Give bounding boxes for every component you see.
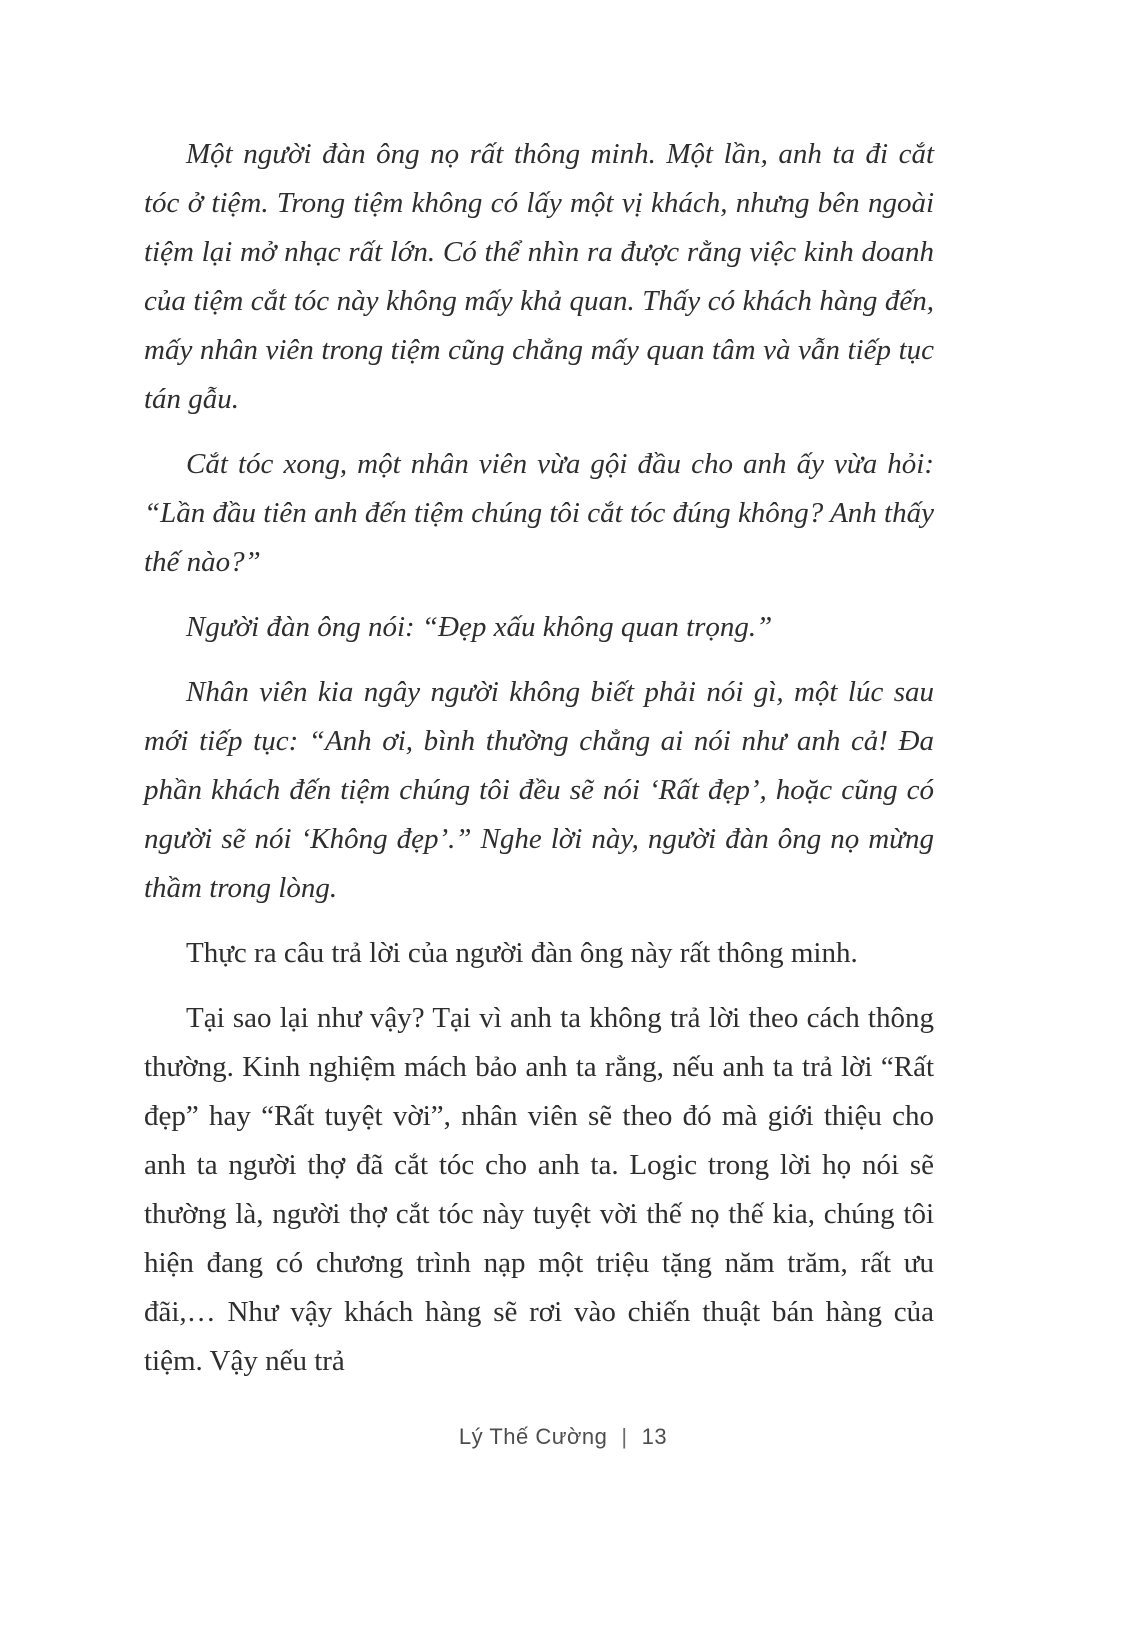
paragraph: Người đàn ông nói: “Đẹp xấu không quan trọng.” bbox=[186, 611, 773, 643]
page-footer bbox=[0, 1424, 1126, 1450]
page-text-block bbox=[144, 130, 934, 1402]
paragraph: Một người đàn ông nọ rất thông minh. Một lần, anh ta đi cắt tóc ở tiệm. Trong tiệm không có lấy một vị khách, nhưng bên ngoài tiệm lại mở nhạc rất lớn. Có thể nhìn ra được rằng việc kinh doanh của tiệm cắt tóc này không mấy khả quan. Thấy có khách hàng đến, mấy nhân viên trong tiệm cũng chẳng mấy quan tâm và vẫn tiếp tục tán gẫu. bbox=[144, 138, 934, 415]
paragraph: Thực ra câu trả lời của người đàn ông này rất thông minh. bbox=[186, 937, 858, 969]
paragraph: Tại sao lại như vậy? Tại vì anh ta không trả lời theo cách thông thường. Kinh nghiệm mách bảo anh ta rằng, nếu anh ta trả lời “Rất đẹp” hay “Rất tuyệt vời”, nhân viên sẽ theo đó mà giới thiệu cho anh ta người thợ đã cắt tóc cho anh ta. Logic trong lời họ nói sẽ thường là, người thợ cắt tóc này tuyệt vời thế nọ thế kia, chúng tôi hiện đang có chương trình nạp một triệu tặng năm trăm, rất ưu đãi,… Như vậy khách hàng sẽ rơi vào chiến thuật bán hàng của tiệm. Vậy nếu trả bbox=[144, 1002, 934, 1377]
footer-page-number: 13 bbox=[641, 1424, 668, 1449]
paragraph: Nhân viên kia ngây người không biết phải nói gì, một lúc sau mới tiếp tục: “Anh ơi, bình thường chẳng ai nói như anh cả! Đa phần khách đến tiệm chúng tôi đều sẽ nói ‘Rất đẹp’, hoặc cũng có người sẽ nói ‘Không đẹp’.” Nghe lời này, người đàn ông nọ mừng thầm trong lòng. bbox=[144, 676, 934, 904]
paragraph: Cắt tóc xong, một nhân viên vừa gội đầu cho anh ấy vừa hỏi: “Lần đầu tiên anh đến tiệm chúng tôi cắt tóc đúng không? Anh thấy thế nào?” bbox=[144, 448, 934, 578]
footer-separator: | bbox=[621, 1424, 628, 1449]
footer-author: Lý Thế Cường bbox=[458, 1424, 608, 1449]
